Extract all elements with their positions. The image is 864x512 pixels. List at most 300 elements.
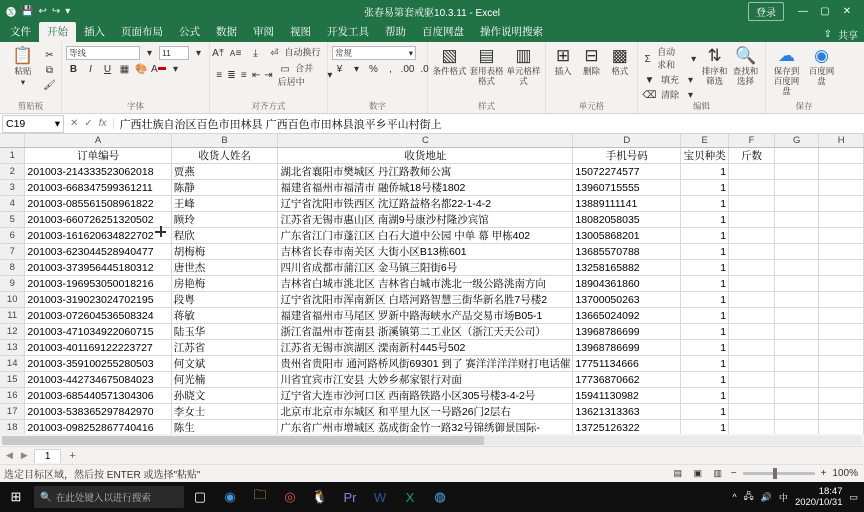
- cell-extra-g-7[interactable]: [774, 244, 819, 260]
- cell-extra-g-18[interactable]: [774, 420, 819, 435]
- cell-extra-g-9[interactable]: [774, 276, 819, 292]
- cell-phone-17[interactable]: 13621313363: [573, 404, 681, 420]
- cell-extra-g-5[interactable]: [774, 212, 819, 228]
- formula-input[interactable]: 广西壮族自治区百色市田林县 广西百色市田林县浪平乡平山村街上: [119, 118, 442, 131]
- cell-item-type-6[interactable]: 1: [681, 228, 729, 244]
- cell-item-type-16[interactable]: 1: [681, 388, 729, 404]
- cell-address-4[interactable]: 辽宁省沈阳市铁西区 沈辽路益格名都22-1-4-2: [278, 196, 573, 212]
- cell-order-id-11[interactable]: 201003-072604536508324: [25, 308, 171, 324]
- select-all-corner[interactable]: [0, 134, 25, 148]
- cell-phone-11[interactable]: 13665024092: [573, 308, 681, 324]
- undo-icon[interactable]: ↩: [38, 5, 47, 17]
- cell-phone-14[interactable]: 17751134666: [573, 356, 681, 372]
- row-header-2[interactable]: 2: [0, 164, 25, 180]
- baidu-netdisk-button[interactable]: ◉ 百度网盘: [808, 46, 835, 86]
- cell-phone-10[interactable]: 13700050263: [573, 292, 681, 308]
- cell-phone-7[interactable]: 13685570788: [573, 244, 681, 260]
- cell-extra-g-3[interactable]: [774, 180, 819, 196]
- merge-chevron-down-icon[interactable]: ▾: [327, 70, 333, 81]
- table-row[interactable]: [0, 228, 864, 244]
- conditional-formatting-button[interactable]: ▧ 条件格式: [432, 46, 467, 76]
- cell-recipient-name-18[interactable]: 陈生: [171, 420, 278, 435]
- table-row[interactable]: [0, 276, 864, 292]
- cell-recipient-name-4[interactable]: 王峰: [171, 196, 278, 212]
- font-size-chevron-down-icon[interactable]: ▾: [195, 47, 202, 59]
- cell-address-12[interactable]: 浙江省温州市苍南县 浙溪镇第二工业区（浙江天天公司）: [278, 324, 573, 340]
- cell-item-type-18[interactable]: 1: [681, 420, 729, 435]
- cell-extra-g-16[interactable]: [774, 388, 819, 404]
- task-view-icon[interactable]: ▢: [193, 489, 207, 504]
- cell-order-id-8[interactable]: 201003-373956445180312: [25, 260, 171, 276]
- taskbar-clock[interactable]: [795, 486, 843, 508]
- table-row[interactable]: [0, 260, 864, 276]
- cell-h1[interactable]: [819, 148, 864, 164]
- name-box[interactable]: [2, 115, 64, 133]
- cell-extra-h-13[interactable]: [819, 340, 864, 356]
- cell-item-type-13[interactable]: 1: [681, 340, 729, 356]
- cell-extra-h-3[interactable]: [819, 180, 864, 196]
- row-header-5[interactable]: 5: [0, 212, 25, 228]
- insert-cells-button[interactable]: ⊞ 插入: [554, 46, 572, 76]
- cell-order-id-15[interactable]: 201003-442734675084023: [25, 372, 171, 388]
- cell-extra-h-16[interactable]: [819, 388, 864, 404]
- paste-button[interactable]: 📋 粘贴 ▾: [12, 46, 34, 87]
- row-header-3[interactable]: 3: [0, 180, 25, 196]
- cell-address-11[interactable]: 福建省福州市马尾区 罗新中路海峡水产品交易市场B05-1: [278, 308, 573, 324]
- row-header-9[interactable]: 9: [0, 276, 25, 292]
- cell-phone-6[interactable]: 13005868201: [573, 228, 681, 244]
- cell-extra-g-15[interactable]: [774, 372, 819, 388]
- start-button[interactable]: ⊞: [10, 489, 22, 504]
- row-header-4[interactable]: 4: [0, 196, 25, 212]
- cell-address-7[interactable]: 吉林省长春市南关区 大街小区B13栋601: [278, 244, 573, 260]
- cell-phone-5[interactable]: 18082058035: [573, 212, 681, 228]
- paste-chevron-down-icon[interactable]: ▾: [20, 77, 26, 87]
- clear-chevron-down-icon[interactable]: ▾: [688, 89, 694, 101]
- cell-address-13[interactable]: 江苏省无锡市滨湖区 溧南新村445号502: [278, 340, 573, 356]
- table-row[interactable]: [0, 388, 864, 404]
- share-icon[interactable]: ⇪: [823, 29, 832, 40]
- cell-address-15[interactable]: 川省宜宾市江安县 大妙乡郝家银行对面: [278, 372, 573, 388]
- cell-extra-h-7[interactable]: [819, 244, 864, 260]
- cell-extra-g-4[interactable]: [774, 196, 819, 212]
- cell-recipient-name-9[interactable]: 房艳梅: [171, 276, 278, 292]
- insert-function-icon[interactable]: fx: [98, 118, 107, 129]
- cell-item-type-9[interactable]: 1: [681, 276, 729, 292]
- table-row[interactable]: [0, 164, 864, 180]
- cell-order-id-16[interactable]: 201003-685440571304306: [25, 388, 171, 404]
- cell-extra-g-14[interactable]: [774, 356, 819, 372]
- cell-weight-18[interactable]: [729, 420, 775, 435]
- merge-center-button[interactable]: ▭ 合并后居中: [277, 63, 314, 87]
- redo-icon[interactable]: ↪: [51, 5, 61, 17]
- cell-order-id-13[interactable]: 201003-401169122223727: [25, 340, 171, 356]
- add-sheet-button[interactable]: +: [69, 449, 76, 462]
- table-row[interactable]: [0, 420, 864, 435]
- cell-weight-12[interactable]: [729, 324, 775, 340]
- cell-address-6[interactable]: 广东省江门市蓬江区 白石大道中公园 中单 幕 甲栋402: [278, 228, 573, 244]
- cell-weight-3[interactable]: [729, 180, 775, 196]
- tab-data[interactable]: 数据: [216, 26, 237, 38]
- cell-phone-13[interactable]: 13968786699: [573, 340, 681, 356]
- cell-recipient-name-6[interactable]: 程欣: [171, 228, 278, 244]
- save-to-baidu-netdisk-button[interactable]: ☁ 保存到百度网盘: [773, 46, 800, 96]
- row-header-12[interactable]: 12: [0, 324, 25, 340]
- cell-address-2[interactable]: 湖北省襄阳市樊城区 丹江路教师公寓: [278, 164, 573, 180]
- cell-phone-4[interactable]: 13889111141: [573, 196, 681, 212]
- tab-file[interactable]: 文件: [10, 26, 31, 38]
- premiere-icon[interactable]: Pr: [343, 489, 357, 505]
- quick-access-toolbar[interactable]: [0, 4, 70, 19]
- column-header-e[interactable]: E: [681, 134, 729, 148]
- row-header-8[interactable]: 8: [0, 260, 25, 276]
- decrease-indent-icon[interactable]: ⇤: [251, 70, 261, 81]
- tab-tell-me[interactable]: 操作说明搜索: [480, 26, 543, 38]
- currency-chevron-down-icon[interactable]: ▾: [353, 63, 360, 75]
- folder-icon[interactable]: 🗀: [253, 487, 267, 502]
- decrease-decimal-icon[interactable]: .0: [420, 63, 429, 75]
- table-row[interactable]: [0, 212, 864, 228]
- fill-color-icon[interactable]: 🎨: [135, 63, 148, 75]
- cell-extra-h-8[interactable]: [819, 260, 864, 276]
- cell-extra-g-11[interactable]: [774, 308, 819, 324]
- sheet-prev-icon[interactable]: ◀: [6, 450, 13, 460]
- format-as-table-button[interactable]: ▤ 套用表格格式: [469, 46, 504, 86]
- cell-address-16[interactable]: 辽宁省大连市沙河口区 西南路铁路小区305号楼3-4-2号: [278, 388, 573, 404]
- cell-phone-18[interactable]: 13725126322: [573, 420, 681, 435]
- cell-phone-2[interactable]: 15072274577: [573, 164, 681, 180]
- cell-extra-h-18[interactable]: [819, 420, 864, 435]
- table-row[interactable]: [0, 372, 864, 388]
- align-left-icon[interactable]: ≡: [216, 70, 223, 81]
- table-row[interactable]: [0, 404, 864, 420]
- clear-label[interactable]: 清除: [661, 89, 680, 100]
- percent-style-icon[interactable]: %: [369, 63, 378, 75]
- cell-phone-8[interactable]: 13258165882: [573, 260, 681, 276]
- cell-order-id-10[interactable]: 201003-319023024702195: [25, 292, 171, 308]
- cell-extra-h-4[interactable]: [819, 196, 864, 212]
- page-layout-view-icon[interactable]: ▣: [693, 468, 702, 478]
- align-right-icon[interactable]: ≡: [240, 70, 247, 81]
- cell-c1[interactable]: 收货地址: [278, 148, 573, 164]
- align-bottom-icon[interactable]: ⤓: [253, 47, 258, 59]
- volume-icon[interactable]: 🔊: [760, 491, 772, 502]
- table-row[interactable]: [0, 340, 864, 356]
- cell-extra-h-2[interactable]: [819, 164, 864, 180]
- zoom-out-button[interactable]: −: [730, 468, 737, 479]
- cell-weight-2[interactable]: [729, 164, 775, 180]
- zoom-slider[interactable]: [743, 472, 815, 475]
- cell-recipient-name-15[interactable]: 何光楠: [171, 372, 278, 388]
- cell-weight-8[interactable]: [729, 260, 775, 276]
- format-painter-icon[interactable]: 🖌: [43, 79, 56, 91]
- cell-order-id-3[interactable]: 201003-668347599361211: [25, 180, 171, 196]
- cell-weight-4[interactable]: [729, 196, 775, 212]
- row-header-14[interactable]: 14: [0, 356, 25, 372]
- cell-weight-7[interactable]: [729, 244, 775, 260]
- currency-icon[interactable]: ¥: [336, 63, 343, 75]
- qq-icon[interactable]: 🐧: [311, 489, 329, 504]
- cell-weight-14[interactable]: [729, 356, 775, 372]
- tab-review[interactable]: 审阅: [253, 26, 274, 38]
- cell-recipient-name-16[interactable]: 孙晓文: [171, 388, 278, 404]
- ribbon-tabs[interactable]: [0, 22, 864, 42]
- font-size-input[interactable]: 11: [159, 46, 189, 60]
- tab-help[interactable]: 帮助: [385, 26, 406, 38]
- cell-extra-g-13[interactable]: [774, 340, 819, 356]
- cell-d1[interactable]: 手机号码: [573, 148, 681, 164]
- word-icon[interactable]: W: [373, 489, 387, 505]
- cell-recipient-name-11[interactable]: 蒋敏: [171, 308, 278, 324]
- cell-item-type-3[interactable]: 1: [681, 180, 729, 196]
- wrap-text-button[interactable]: ⏎ 自动换行: [265, 46, 323, 60]
- autosum-chevron-down-icon[interactable]: ▾: [691, 53, 697, 65]
- cell-phone-9[interactable]: 18904361860: [573, 276, 681, 292]
- row-header-15[interactable]: 15: [0, 372, 25, 388]
- column-header-h[interactable]: H: [819, 134, 864, 148]
- borders-icon[interactable]: ▦: [119, 63, 130, 75]
- excel-icon[interactable]: X: [405, 489, 415, 505]
- format-cells-button[interactable]: ▩ 格式: [611, 46, 629, 76]
- cell-address-9[interactable]: 吉林省白城市洮北区 吉林省白城市洮北一级公路洮南方向: [278, 276, 573, 292]
- cell-extra-g-2[interactable]: [774, 164, 819, 180]
- maximize-button[interactable]: ▢: [820, 5, 830, 17]
- cell-item-type-2[interactable]: 1: [681, 164, 729, 180]
- table-row[interactable]: [0, 324, 864, 340]
- cell-extra-g-17[interactable]: [774, 404, 819, 420]
- sheet-tab-1[interactable]: 1: [34, 449, 62, 463]
- number-format-select[interactable]: 常规 ▾: [332, 46, 416, 60]
- tab-baidu-netdisk[interactable]: 百度网盘: [422, 26, 464, 38]
- cell-item-type-8[interactable]: 1: [681, 260, 729, 276]
- fill-icon[interactable]: ▼: [644, 74, 655, 86]
- cell-order-id-6[interactable]: 201003-161620634822702: [25, 228, 171, 244]
- cell-address-18[interactable]: 广东省广州市增城区 荔成街金竹一路32号锦绣御景国际-: [278, 420, 573, 435]
- sign-in-button[interactable]: 登录: [748, 2, 784, 21]
- cell-phone-3[interactable]: 13960715555: [573, 180, 681, 196]
- cell-address-8[interactable]: 四川省成都市蒲江区 金马镇三阳街6号: [278, 260, 573, 276]
- cell-address-3[interactable]: 福建省福州市福清市 融侨城18号楼1802: [278, 180, 573, 196]
- increase-font-size-icon[interactable]: A: [212, 47, 219, 59]
- cell-g1[interactable]: [774, 148, 819, 164]
- column-header-f[interactable]: F: [729, 134, 775, 148]
- column-header-g[interactable]: G: [774, 134, 819, 148]
- normal-view-icon[interactable]: ▤: [673, 468, 682, 478]
- cell-recipient-name-2[interactable]: 贾燕: [171, 164, 278, 180]
- cell-item-type-15[interactable]: 1: [681, 372, 729, 388]
- horizontal-scrollbar[interactable]: [2, 436, 862, 445]
- font-color-chevron-down-icon[interactable]: ▾: [172, 63, 179, 75]
- row-header-7[interactable]: 7: [0, 244, 25, 260]
- cell-order-id-2[interactable]: 201003-214333523062018: [25, 164, 171, 180]
- cell-recipient-name-10[interactable]: 段粤: [171, 292, 278, 308]
- table-row[interactable]: [0, 356, 864, 372]
- clear-icon[interactable]: ⌫: [642, 89, 657, 101]
- row-header-6[interactable]: 6: [0, 228, 25, 244]
- cell-recipient-name-5[interactable]: 顾玲: [171, 212, 278, 228]
- table-row[interactable]: [0, 180, 864, 196]
- autosum-label[interactable]: 自动求和: [657, 47, 676, 70]
- cell-item-type-14[interactable]: 1: [681, 356, 729, 372]
- italic-button[interactable]: I: [89, 63, 92, 75]
- table-row[interactable]: [0, 292, 864, 308]
- sort-filter-button[interactable]: ⇅ 排序和筛选: [701, 46, 728, 86]
- sheet-tab-bar[interactable]: [0, 446, 864, 464]
- row-header-10[interactable]: 10: [0, 292, 25, 308]
- customize-qat-chevron-down-icon[interactable]: ▾: [65, 5, 71, 17]
- cell-recipient-name-13[interactable]: 江苏省: [171, 340, 278, 356]
- horizontal-scroll-row[interactable]: [0, 434, 864, 446]
- cell-item-type-12[interactable]: 1: [681, 324, 729, 340]
- cell-order-id-5[interactable]: 201003-660726251320502: [25, 212, 171, 228]
- edge-icon[interactable]: ◉: [224, 489, 236, 504]
- cell-weight-6[interactable]: [729, 228, 775, 244]
- tab-formulas[interactable]: 公式: [179, 26, 200, 38]
- cell-recipient-name-3[interactable]: 陈静: [171, 180, 278, 196]
- align-top-icon[interactable]: ⤒: [219, 47, 224, 59]
- cell-extra-g-12[interactable]: [774, 324, 819, 340]
- cell-item-type-10[interactable]: 1: [681, 292, 729, 308]
- cell-address-14[interactable]: 贵州省贵阳市 通河路桥风街69301 到了 赛洋洋洋洋财打电话催: [278, 356, 573, 372]
- autosum-icon[interactable]: Σ: [644, 53, 651, 65]
- row-header-17[interactable]: 17: [0, 404, 25, 420]
- cell-item-type-5[interactable]: 1: [681, 212, 729, 228]
- cell-weight-10[interactable]: [729, 292, 775, 308]
- network-icon[interactable]: 🖧: [743, 491, 754, 501]
- cell-recipient-name-8[interactable]: 唐世杰: [171, 260, 278, 276]
- font-color-icon[interactable]: A: [151, 62, 166, 76]
- cell-order-id-9[interactable]: 201003-196953050018216: [25, 276, 171, 292]
- share-label[interactable]: 共享: [838, 31, 858, 42]
- number-format-chevron-down-icon[interactable]: ▾: [408, 47, 413, 58]
- taskbar-search-input[interactable]: [34, 486, 184, 508]
- cell-weight-15[interactable]: [729, 372, 775, 388]
- row-header-16[interactable]: 16: [0, 388, 25, 404]
- copy-icon[interactable]: ⧉: [45, 64, 54, 76]
- cell-styles-button[interactable]: ▥ 单元格样式: [506, 46, 541, 86]
- cell-extra-h-9[interactable]: [819, 276, 864, 292]
- zoom-level-label[interactable]: 100%: [832, 468, 858, 479]
- bold-button[interactable]: B: [69, 63, 78, 75]
- row-header-11[interactable]: 11: [0, 308, 25, 324]
- increase-indent-icon[interactable]: ⇥: [264, 70, 273, 81]
- save-icon[interactable]: 💾: [21, 5, 34, 17]
- chrome-icon[interactable]: ◎: [284, 489, 296, 504]
- tab-insert[interactable]: 插入: [84, 26, 105, 38]
- column-header-d[interactable]: D: [573, 134, 681, 148]
- cell-extra-g-8[interactable]: [774, 260, 819, 276]
- cell-recipient-name-14[interactable]: 何文斌: [171, 356, 278, 372]
- comma-style-icon[interactable]: ,: [389, 63, 392, 75]
- cell-item-type-17[interactable]: 1: [681, 404, 729, 420]
- find-select-button[interactable]: 🔍 查找和选择: [732, 46, 759, 86]
- cell-order-id-7[interactable]: 201003-623044528940477: [25, 244, 171, 260]
- taskbar[interactable]: [0, 482, 864, 512]
- cell-address-10[interactable]: 辽宁省沈阳市浑南新区 白塔河路智慧三街华新名胜7号楼2: [278, 292, 573, 308]
- table-row[interactable]: [0, 196, 864, 212]
- row-header-18[interactable]: 18: [0, 420, 25, 435]
- page-break-view-icon[interactable]: ▥: [713, 468, 722, 478]
- cell-extra-h-10[interactable]: [819, 292, 864, 308]
- cell-item-type-11[interactable]: 1: [681, 308, 729, 324]
- cell-order-id-12[interactable]: 201003-471034922060715: [25, 324, 171, 340]
- fill-label[interactable]: 填充: [661, 74, 680, 85]
- close-button[interactable]: ✕: [842, 5, 852, 17]
- cell-recipient-name-7[interactable]: 胡梅梅: [171, 244, 278, 260]
- cell-extra-h-5[interactable]: [819, 212, 864, 228]
- tab-view[interactable]: 视图: [290, 26, 311, 38]
- decrease-font-size-icon[interactable]: A: [229, 48, 236, 58]
- cell-item-type-4[interactable]: 1: [681, 196, 729, 212]
- row-header-1[interactable]: 1: [0, 148, 25, 164]
- notifications-icon[interactable]: ▭: [849, 491, 858, 502]
- row-header-13[interactable]: 13: [0, 340, 25, 356]
- column-header-a[interactable]: A: [25, 134, 171, 148]
- sheet-next-icon[interactable]: ▶: [20, 450, 28, 460]
- cell-extra-h-12[interactable]: [819, 324, 864, 340]
- cell-order-id-18[interactable]: 201003-098252867740416: [25, 420, 171, 435]
- name-box-chevron-down-icon[interactable]: ▾: [54, 117, 60, 130]
- delete-cells-button[interactable]: ⊟ 删除: [582, 46, 600, 76]
- cell-extra-h-14[interactable]: [819, 356, 864, 372]
- table-row[interactable]: [0, 308, 864, 324]
- tab-home[interactable]: 开始: [39, 22, 76, 42]
- cell-recipient-name-17[interactable]: 李女士: [171, 404, 278, 420]
- cell-address-17[interactable]: 北京市北京市东城区 和平里九区一号路26门2层右: [278, 404, 573, 420]
- increase-decimal-icon[interactable]: .00: [400, 63, 415, 75]
- column-header-b[interactable]: B: [171, 134, 278, 148]
- tab-developer[interactable]: 开发工具: [327, 26, 369, 38]
- zoom-in-button[interactable]: +: [820, 468, 827, 479]
- cell-phone-16[interactable]: 15941130982: [573, 388, 681, 404]
- cell-a1[interactable]: 订单编号: [25, 148, 171, 164]
- cell-weight-9[interactable]: [729, 276, 775, 292]
- cell-e1[interactable]: 宝贝种类: [681, 148, 729, 164]
- cell-order-id-4[interactable]: 201003-085561508961822: [25, 196, 171, 212]
- cell-weight-16[interactable]: [729, 388, 775, 404]
- cell-weight-11[interactable]: [729, 308, 775, 324]
- cell-recipient-name-12[interactable]: 陆玉华: [171, 324, 278, 340]
- cell-order-id-17[interactable]: 201003-538365297842970: [25, 404, 171, 420]
- cell-extra-g-10[interactable]: [774, 292, 819, 308]
- cell-item-type-7[interactable]: 1: [681, 244, 729, 260]
- cell-extra-h-11[interactable]: [819, 308, 864, 324]
- media-icon[interactable]: ◍: [434, 489, 446, 504]
- cell-address-5[interactable]: 江苏省无锡市惠山区 南湖9号康沙村隆沙宾馆: [278, 212, 573, 228]
- column-header-c[interactable]: C: [278, 134, 573, 148]
- cell-order-id-14[interactable]: 201003-359100255280503: [25, 356, 171, 372]
- cell-extra-h-15[interactable]: [819, 372, 864, 388]
- table-row[interactable]: [0, 244, 864, 260]
- cancel-formula-icon[interactable]: ✕: [70, 118, 79, 129]
- cell-phone-12[interactable]: 13968786699: [573, 324, 681, 340]
- input-method-icon[interactable]: 中: [778, 492, 788, 503]
- show-hidden-icons-chevron-up-icon[interactable]: ^: [732, 492, 737, 502]
- cell-b1[interactable]: 收货人姓名: [171, 148, 278, 164]
- cell-weight-17[interactable]: [729, 404, 775, 420]
- horizontal-scroll-thumb[interactable]: [2, 436, 484, 445]
- cut-icon[interactable]: ✂: [45, 49, 54, 61]
- worksheet-grid[interactable]: [0, 134, 864, 434]
- fill-chevron-down-icon[interactable]: ▾: [688, 74, 694, 86]
- minimize-button[interactable]: —: [798, 5, 808, 17]
- enter-formula-icon[interactable]: ✓: [84, 118, 93, 129]
- cell-f1[interactable]: 斤数: [729, 148, 775, 164]
- cell-weight-13[interactable]: [729, 340, 775, 356]
- font-name-input[interactable]: 等线: [66, 46, 140, 60]
- cell-extra-h-6[interactable]: [819, 228, 864, 244]
- cell-phone-15[interactable]: 17736870662: [573, 372, 681, 388]
